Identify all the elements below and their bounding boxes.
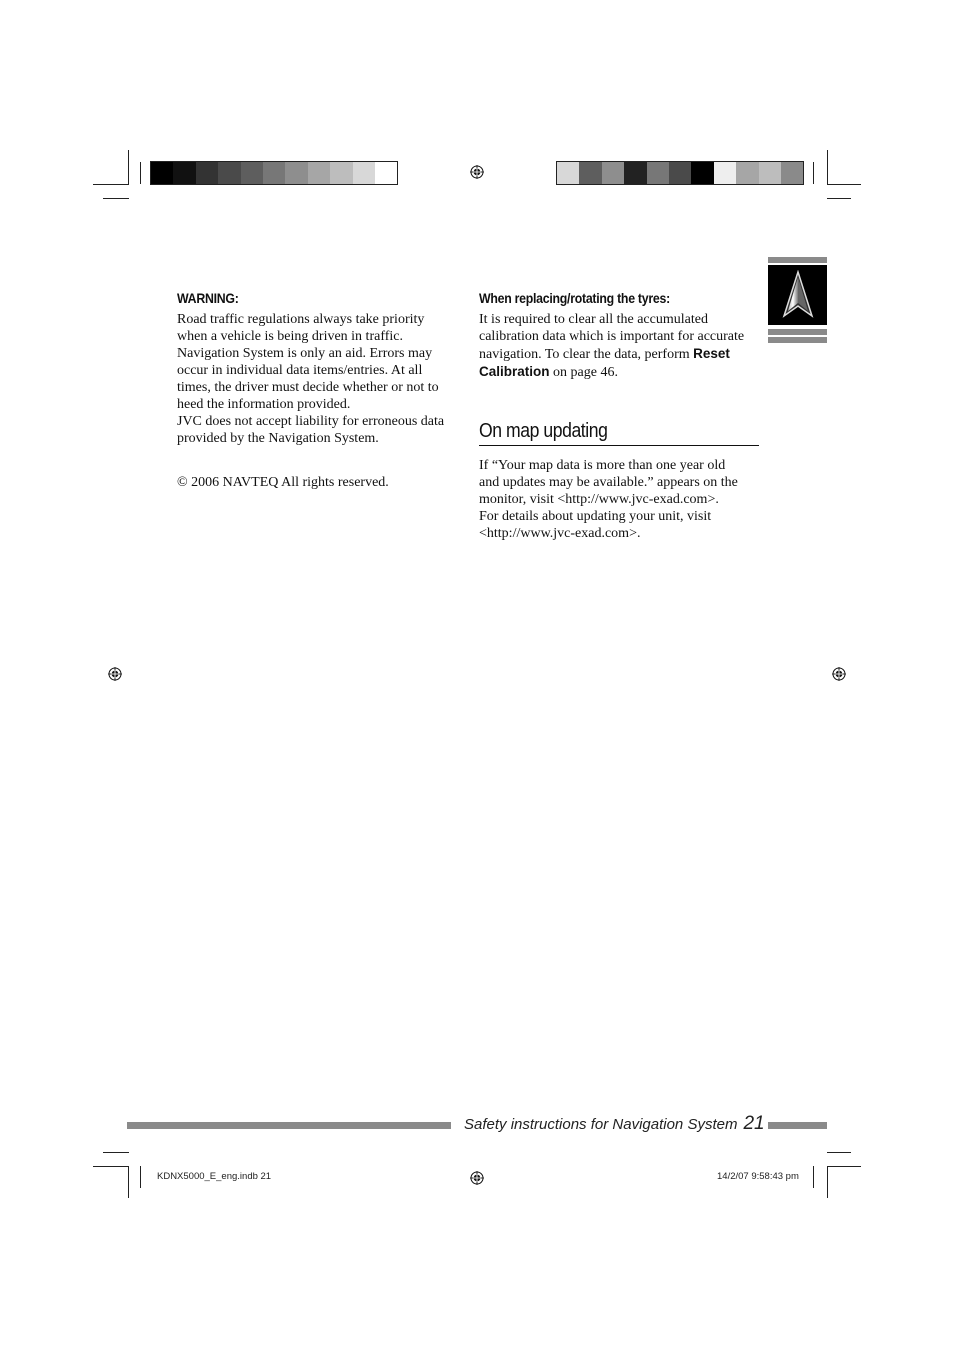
crop-mark [813,162,814,184]
color-calibration-bar-right [556,161,804,185]
color-calibration-bar-left [150,161,398,185]
section-title: Safety instructions for Navigation System [464,1116,738,1133]
crop-mark [827,1152,851,1153]
color-swatch [579,162,601,184]
crop-mark [827,184,861,185]
print-slug-file: KDNX5000_E_eng.indb 21 [157,1171,272,1182]
color-swatch [669,162,691,184]
map-updating-body [479,457,764,542]
footer-rule-right [768,1122,827,1129]
registration-target-icon [832,667,846,681]
section-side-tab [768,257,827,345]
tyres-heading: When replacing/rotating the tyres: [479,290,670,306]
color-swatch [173,162,195,184]
page-number: 21 [743,1113,765,1134]
tyres-line: on page 46. [549,365,618,380]
tyres-line: navigation. To clear the data, perform [479,347,694,362]
crop-mark [93,1166,129,1167]
color-swatch [285,162,307,184]
crop-mark [128,1166,129,1198]
color-swatch [759,162,781,184]
tyres-body [479,311,764,381]
warning-line: when a vehicle is being driven in traffic. [177,329,403,344]
crop-mark [827,150,828,184]
map-updating-heading [479,420,759,446]
tab-icon-box [768,265,827,325]
warning-heading: WARNING: [177,290,239,306]
crop-mark [93,184,129,185]
tab-stripe [768,329,827,335]
warning-line: Navigation System is only an aid. Errors may [177,346,433,361]
color-swatch [218,162,240,184]
tyres-line: It is required to clear all the accumulated [479,312,708,327]
warning-line: JVC does not accept liability for erroneous data [177,414,445,429]
map-updating-line: and updates may be available.” appears on the [479,475,738,490]
color-swatch [602,162,624,184]
crop-mark [103,1152,129,1153]
color-swatch [241,162,263,184]
warning-line: occur in individual data items/entries. At all [177,363,423,378]
warning-line: times, the driver must decide whether or not to [177,380,439,395]
registration-target-icon [470,165,484,179]
crop-mark [827,1166,861,1167]
reset-calibration-reference: Reset [693,346,730,361]
crop-mark [827,1166,828,1198]
color-swatch [151,162,173,184]
copyright-text: © 2006 NAVTEQ All rights reserved. [177,475,389,490]
color-swatch [647,162,669,184]
crop-mark [140,1166,141,1188]
map-updating-section [479,457,764,542]
warning-line: provided by the Navigation System. [177,431,379,446]
footer-rule-left [127,1122,451,1129]
print-slug-timestamp: 14/2/07 9:58:43 pm [717,1171,799,1182]
color-swatch [557,162,579,184]
color-swatch [330,162,352,184]
navigation-arrow-icon [781,270,815,320]
color-swatch [714,162,736,184]
color-swatch [781,162,803,184]
crop-mark [827,198,851,199]
color-swatch [624,162,646,184]
map-updating-line: monitor, visit <http://www.jvc-exad.com>. [479,492,719,507]
crop-mark [103,198,129,199]
map-updating-line: <http://www.jvc-exad.com>. [479,526,641,541]
map-updating-line: If “Your map data is more than one year old [479,458,726,473]
map-updating-line: For details about updating your unit, visit [479,509,712,524]
color-swatch [691,162,713,184]
warning-section [177,290,462,447]
crop-mark [813,1166,814,1188]
page-footer [464,1113,765,1135]
registration-target-icon [108,667,122,681]
color-swatch [375,162,397,184]
crop-mark [140,162,141,184]
color-swatch [308,162,330,184]
tyres-line: calibration data which is important for accurate [479,329,745,344]
crop-mark [128,150,129,184]
copyright-notice [177,474,462,491]
color-swatch [196,162,218,184]
tyres-section [479,290,764,381]
color-swatch [263,162,285,184]
registration-target-icon [470,1171,484,1185]
warning-line: heed the information provided. [177,397,351,412]
tab-stripe [768,337,827,343]
color-swatch [736,162,758,184]
tab-stripe [768,257,827,263]
map-updating-title: On map updating [479,420,608,442]
color-swatch [353,162,375,184]
warning-body [177,311,462,447]
reset-calibration-reference: Calibration [479,364,550,379]
warning-line: Road traffic regulations always take priority [177,312,425,327]
